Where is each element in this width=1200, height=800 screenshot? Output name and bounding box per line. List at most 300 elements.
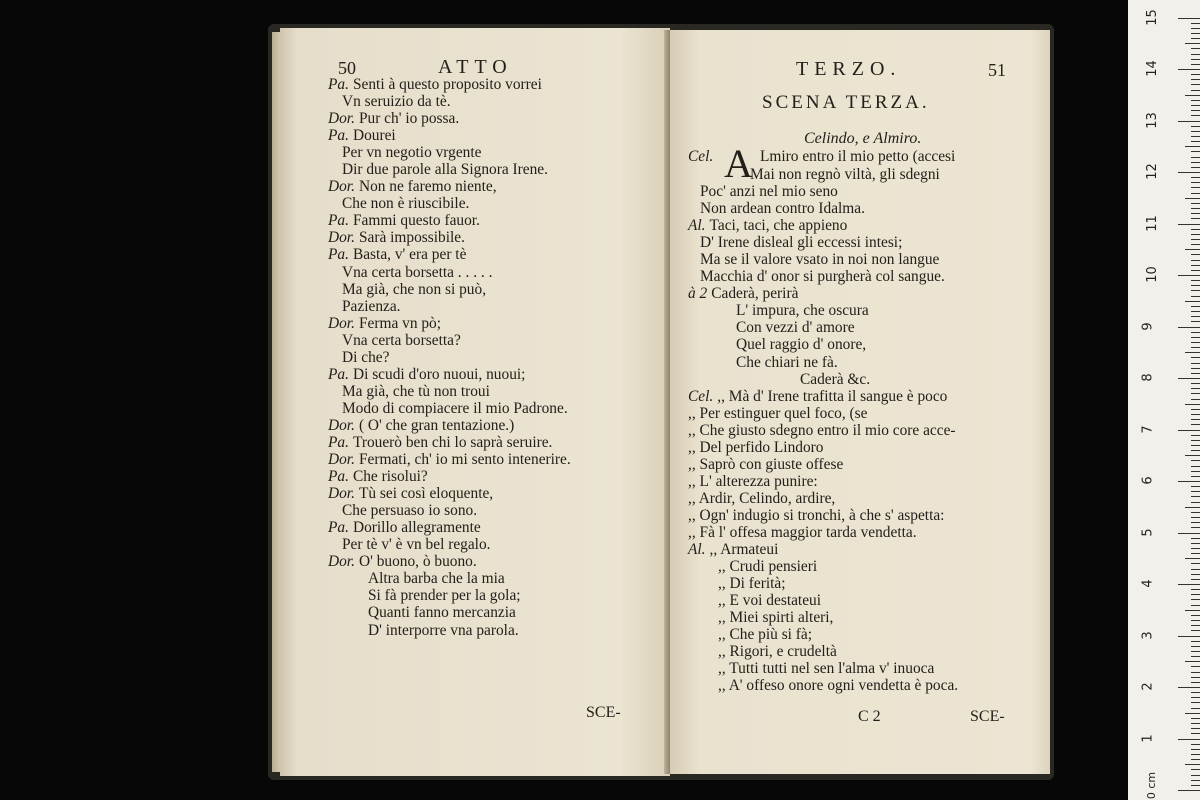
text-line: [688, 183, 958, 200]
ruler-number: 12: [1144, 163, 1160, 180]
ruler-tick: [1191, 502, 1200, 503]
ruler-tick: [1191, 177, 1200, 178]
ruler-tick: [1178, 69, 1200, 70]
ruler-number: 9: [1140, 321, 1156, 331]
verse-text: Che non è riuscibile.: [342, 195, 470, 213]
ruler-tick: [1191, 754, 1200, 755]
verse-text: ,, Del perfido Lindoro: [688, 438, 824, 456]
text-line: [688, 200, 958, 217]
ruler-number: 6: [1140, 476, 1156, 485]
ruler-tick: [1185, 301, 1200, 302]
ruler-tick: [1191, 316, 1200, 317]
text-line: [328, 536, 571, 553]
ruler-number: 14: [1144, 60, 1160, 77]
ruler-tick: [1191, 517, 1200, 518]
right-catchword: SCE-: [970, 708, 1005, 725]
verse-text: ,, Per estinguer quel foco, (se: [688, 404, 868, 422]
ruler-tick: [1191, 486, 1200, 487]
text-line: [688, 422, 958, 439]
speaker-label: Pa.: [328, 246, 349, 264]
verse-text: Non ardean contro Idalma.: [700, 200, 865, 218]
speaker-label: Dor.: [328, 553, 355, 571]
text-line: [328, 161, 571, 178]
text-line: [328, 178, 571, 195]
ruler-tick: [1191, 136, 1200, 137]
text-line: [688, 456, 958, 473]
ruler-tick: [1191, 450, 1200, 451]
text-line: [328, 298, 571, 315]
ruler-tick: [1191, 342, 1200, 343]
ruler-tick: [1191, 363, 1200, 364]
ruler-tick: [1191, 466, 1200, 467]
ruler-tick: [1191, 780, 1200, 781]
ruler-number: 8: [1140, 373, 1156, 382]
speaker-label: Dor.: [328, 451, 355, 469]
text-line: [688, 439, 958, 456]
ruler-tick: [1191, 656, 1200, 657]
ruler-tick: [1191, 574, 1200, 575]
verse-text: Fammi questo fauor.: [352, 212, 480, 230]
text-line: [688, 507, 958, 524]
ruler-tick: [1191, 244, 1200, 245]
verse-text: Che risolui?: [352, 468, 428, 486]
ruler-tick: [1191, 229, 1200, 230]
speaker-label: Dor.: [328, 178, 355, 196]
ruler-tick: [1191, 296, 1200, 297]
text-line: [688, 677, 958, 694]
ruler-tick: [1191, 435, 1200, 436]
text-line: [688, 371, 958, 388]
first-speaker: Cel.: [688, 148, 714, 165]
text-line: [688, 473, 958, 490]
text-line: [688, 217, 958, 234]
text-line: [328, 519, 571, 536]
speaker-label: Dor.: [328, 485, 355, 503]
verse-text: Vna certa borsetta?: [342, 331, 461, 349]
ruler-tick: [1191, 110, 1200, 111]
text-line: [688, 302, 958, 319]
ruler-tick: [1191, 23, 1200, 24]
verse-text: Vna certa borsetta . . . . .: [342, 263, 493, 281]
verse-text: Ma già, che non si può,: [342, 280, 487, 298]
ruler-tick: [1191, 615, 1200, 616]
ruler-tick: [1191, 620, 1200, 621]
ruler-tick: [1191, 260, 1200, 261]
verse-text: ,, Mà d' Irene trafitta il sangue è poco: [717, 387, 948, 405]
ruler-tick: [1185, 352, 1200, 353]
ruler-tick: [1191, 445, 1200, 446]
text-line: [688, 166, 958, 183]
ruler-tick: [1178, 739, 1200, 740]
ruler-tick: [1191, 744, 1200, 745]
ruler-tick: [1178, 481, 1200, 482]
ruler-tick: [1191, 759, 1200, 760]
text-line: [328, 604, 571, 621]
ruler-tick: [1191, 270, 1200, 271]
scene-title: SCENA TERZA.: [762, 92, 930, 113]
ruler-tick: [1191, 630, 1200, 631]
ruler-tick: [1191, 476, 1200, 477]
text-line: [328, 144, 571, 161]
text-line: [328, 93, 571, 110]
left-page: [280, 28, 670, 776]
ruler-number: 15: [1144, 8, 1160, 26]
ruler-tick: [1185, 713, 1200, 714]
ruler-tick: [1191, 723, 1200, 724]
ruler-tick: [1191, 641, 1200, 642]
ruler-tick: [1191, 496, 1200, 497]
ruler-tick: [1191, 33, 1200, 34]
ruler-tick: [1185, 146, 1200, 147]
speaker-label: Pa.: [328, 76, 349, 93]
verse-text: ,, E voi destateui: [718, 592, 822, 610]
verse-text: ,, Ogn' indugio si tronchi, à che s' aspetta:: [688, 506, 945, 524]
ruler-tick: [1191, 769, 1200, 770]
ruler-tick: [1191, 733, 1200, 734]
right-running-head: TERZO.: [796, 58, 902, 80]
verse-text: Macchia d' onor si purgherà col sangue.: [700, 268, 945, 286]
ruler-tick: [1191, 79, 1200, 80]
speaker-label: à 2: [688, 285, 708, 303]
ruler-tick: [1191, 579, 1200, 580]
text-line: [328, 212, 571, 229]
text-line: [688, 319, 958, 336]
verse-text: ( O' che gran tentazione.): [358, 416, 515, 434]
left-catchword: SCE-: [586, 704, 621, 721]
ruler-tick: [1191, 393, 1200, 394]
ruler-tick: [1178, 224, 1200, 225]
text-line: [328, 332, 571, 349]
text-line: [328, 553, 571, 570]
ruler-tick: [1191, 74, 1200, 75]
verse-text: ,, Fà l' offesa maggior tarda vendetta.: [688, 523, 917, 541]
ruler-tick: [1185, 95, 1200, 96]
ruler-tick: [1191, 383, 1200, 384]
ruler-tick: [1191, 54, 1200, 55]
ruler-number: 4: [1140, 579, 1156, 588]
verse-text: ,, Miei spirti alteri,: [718, 609, 834, 627]
ruler-tick: [1191, 646, 1200, 647]
text-line: [688, 251, 958, 268]
left-page-number: 50: [338, 58, 356, 78]
ruler-tick: [1191, 285, 1200, 286]
ruler-tick: [1191, 440, 1200, 441]
ruler-tick: [1191, 321, 1200, 322]
ruler-tick: [1191, 538, 1200, 539]
ruler-tick: [1191, 775, 1200, 776]
ruler-number: 10: [1144, 266, 1160, 283]
verse-text: Ferma vn pò;: [358, 314, 442, 332]
ruler-tick: [1191, 105, 1200, 106]
ruler-tick: [1191, 218, 1200, 219]
right-page: [670, 30, 1050, 774]
text-line: [688, 643, 958, 660]
ruler-tick: [1191, 265, 1200, 266]
verse-text: ,, A' offeso onore ogni vendetta è poca.: [718, 677, 959, 695]
verse-text: Sarà impossibile.: [358, 229, 465, 247]
ruler-tick: [1191, 234, 1200, 235]
ruler-tick: [1191, 337, 1200, 338]
ruler-tick: [1191, 697, 1200, 698]
text-line: [688, 524, 958, 541]
verse-text: Quel raggio d' onore,: [736, 336, 867, 354]
text-line: [328, 349, 571, 366]
ruler-tick: [1191, 569, 1200, 570]
ruler-tick: [1191, 419, 1200, 420]
ruler-tick: [1191, 162, 1200, 163]
ruler-tick: [1178, 378, 1200, 379]
text-line: [328, 417, 571, 434]
text-line: [688, 609, 958, 626]
ruler-tick: [1185, 764, 1200, 765]
speaker-label: Cel.: [688, 387, 714, 405]
ruler-tick: [1191, 254, 1200, 255]
ruler-number: 1: [1140, 733, 1156, 743]
ruler-tick: [1178, 172, 1200, 173]
left-running-head: ATTO: [438, 56, 513, 78]
speaker-label: Pa.: [328, 519, 349, 537]
verse-text: Per vn negotio vrgente: [342, 144, 482, 162]
ruler-tick: [1178, 584, 1200, 585]
ruler-tick: [1185, 610, 1200, 611]
ruler-number: 3: [1140, 630, 1156, 640]
verse-text: Pazienza.: [342, 297, 401, 315]
verse-text: L' impura, che oscura: [736, 302, 869, 320]
measurement-ruler: [1128, 0, 1200, 800]
verse-text: Trouerò ben chi lo saprà seruire.: [352, 433, 553, 451]
right-page-number: 51: [988, 60, 1006, 80]
verse-text: Che chiari ne fà.: [736, 353, 838, 371]
verse-text: Basta, v' era per tè: [352, 246, 467, 264]
ruler-tick: [1191, 563, 1200, 564]
text-line: [688, 234, 958, 251]
verse-text: D' interporre vna parola.: [368, 621, 519, 639]
ruler-tick: [1178, 275, 1200, 276]
ruler-tick: [1191, 471, 1200, 472]
text-line: [328, 485, 571, 502]
speaker-label: Pa.: [328, 365, 349, 383]
text-line: [328, 229, 571, 246]
verse-text: Poc' anzi nel mio seno: [700, 183, 838, 201]
speaker-label: Pa.: [328, 127, 349, 145]
verse-text: Dorillo allegramente: [352, 519, 481, 537]
ruler-tick: [1191, 522, 1200, 523]
ruler-tick: [1178, 121, 1200, 122]
ruler-tick: [1191, 167, 1200, 168]
verse-text: ,, Di ferità;: [718, 575, 786, 593]
ruler-unit-label: 0 cm: [1145, 771, 1159, 800]
ruler-tick: [1191, 59, 1200, 60]
left-text-lines: [328, 76, 571, 639]
ruler-tick: [1191, 605, 1200, 606]
ruler-tick: [1191, 460, 1200, 461]
speaker-label: Dor.: [328, 416, 355, 434]
ruler-tick: [1191, 728, 1200, 729]
text-line: [328, 502, 571, 519]
ruler-tick: [1185, 661, 1200, 662]
ruler-tick: [1191, 193, 1200, 194]
first-verse-line: Lmiro entro il mio petto (accesi: [760, 148, 956, 165]
ruler-tick: [1191, 677, 1200, 678]
ruler-tick: [1191, 126, 1200, 127]
ruler-tick: [1191, 409, 1200, 410]
ruler-tick: [1191, 672, 1200, 673]
ruler-tick: [1191, 666, 1200, 667]
ruler-tick: [1191, 424, 1200, 425]
verse-text: Taci, taci, che appieno: [709, 217, 848, 235]
text-line: [328, 264, 571, 281]
ruler-tick: [1191, 373, 1200, 374]
text-line: [328, 76, 571, 93]
ruler-tick: [1191, 414, 1200, 415]
ruler-tick: [1191, 306, 1200, 307]
text-line: [328, 570, 571, 587]
right-text-lines: [688, 166, 958, 694]
text-line: [328, 434, 571, 451]
ruler-tick: [1191, 90, 1200, 91]
ruler-tick: [1191, 213, 1200, 214]
ruler-tick: [1185, 43, 1200, 44]
ruler-tick: [1178, 636, 1200, 637]
speaker-label: Pa.: [328, 468, 349, 486]
ruler-tick: [1191, 512, 1200, 513]
ruler-tick: [1191, 203, 1200, 204]
ruler-tick: [1178, 18, 1200, 19]
verse-text: Ma già, che tù non troui: [342, 382, 490, 400]
text-line: [328, 281, 571, 298]
ruler-tick: [1191, 332, 1200, 333]
verse-text: Altra barba che la mia: [368, 570, 505, 588]
ruler-tick: [1191, 368, 1200, 369]
verse-text: Quanti fanno mercanzia: [368, 604, 516, 622]
verse-text: Si fà prender per la gola;: [368, 587, 521, 605]
text-line: [328, 195, 571, 212]
ruler-tick: [1178, 430, 1200, 431]
ruler-tick: [1191, 527, 1200, 528]
verse-text: Che persuaso io sono.: [342, 502, 478, 520]
ruler-tick: [1191, 28, 1200, 29]
text-line: [688, 558, 958, 575]
verse-text: ,, Ardir, Celindo, ardire,: [688, 489, 836, 507]
ruler-tick: [1191, 749, 1200, 750]
verse-text: Dir due parole alla Signora Irene.: [342, 161, 548, 179]
ruler-tick: [1191, 347, 1200, 348]
ruler-tick: [1178, 790, 1200, 791]
ruler-tick: [1191, 399, 1200, 400]
text-line: [688, 388, 958, 405]
text-line: [328, 127, 571, 144]
text-line: [328, 383, 571, 400]
text-line: [688, 592, 958, 609]
ruler-number: 13: [1144, 111, 1160, 129]
verse-text: Ma se il valore vsato in noi non langue: [700, 251, 940, 269]
ruler-tick: [1191, 280, 1200, 281]
ruler-tick: [1191, 208, 1200, 209]
text-line: [688, 405, 958, 422]
verse-text: Di scudi d'oro nuoui, nuoui;: [352, 365, 526, 383]
text-line: [688, 490, 958, 507]
ruler-tick: [1191, 625, 1200, 626]
speaker-label: Dor.: [328, 110, 355, 128]
text-line: [688, 626, 958, 643]
ruler-tick: [1191, 290, 1200, 291]
verse-text: Dourei: [352, 127, 396, 145]
ruler-tick: [1185, 404, 1200, 405]
ruler-tick: [1191, 64, 1200, 65]
ruler-tick: [1178, 327, 1200, 328]
ruler-tick: [1191, 141, 1200, 142]
ruler-tick: [1191, 543, 1200, 544]
ruler-tick: [1191, 651, 1200, 652]
ruler-tick: [1185, 507, 1200, 508]
ruler-tick: [1191, 702, 1200, 703]
ruler-tick: [1191, 594, 1200, 595]
verse-text: Vn seruizio da tè.: [342, 93, 451, 111]
ruler-tick: [1191, 589, 1200, 590]
ruler-number: 11: [1144, 214, 1160, 232]
ruler-tick: [1191, 553, 1200, 554]
ruler-tick: [1178, 533, 1200, 534]
text-line: [328, 451, 571, 468]
ruler-tick: [1191, 100, 1200, 101]
ruler-tick: [1191, 311, 1200, 312]
speaker-label: Al.: [688, 541, 706, 559]
ruler-number: 5: [1140, 527, 1156, 537]
verse-text: Caderà, perirà: [711, 285, 799, 303]
text-line: [328, 468, 571, 485]
verse-text: Fermati, ch' io mi sento intenerire.: [358, 451, 571, 469]
speaker-label: Al.: [688, 217, 706, 235]
text-line: [688, 575, 958, 592]
ruler-number: 2: [1140, 682, 1156, 691]
speaker-label: Pa.: [328, 212, 349, 230]
ruler-tick: [1191, 131, 1200, 132]
verse-text: Modo di compiacere il mio Padrone.: [342, 399, 568, 417]
ruler-tick: [1191, 182, 1200, 183]
text-line: [328, 246, 571, 263]
verse-text: D' Irene disleal gli eccessi intesi;: [700, 234, 903, 252]
ruler-tick: [1191, 239, 1200, 240]
text-line: [328, 587, 571, 604]
ruler-tick: [1185, 455, 1200, 456]
ruler-tick: [1191, 357, 1200, 358]
verse-text: ,, L' alterezza punire:: [688, 472, 818, 490]
verse-text: ,, Armateui: [709, 541, 779, 559]
verse-text: ,, Saprò con giuste offese: [688, 455, 844, 473]
ruler-tick: [1191, 151, 1200, 152]
verse-text: Pur ch' io possa.: [358, 110, 460, 128]
verse-text: ,, Tutti tutti nel sen l'alma v' inuoca: [718, 660, 935, 678]
ruler-tick: [1191, 785, 1200, 786]
verse-text: Tù sei così eloquente,: [358, 485, 494, 503]
ruler-tick: [1191, 708, 1200, 709]
ruler-tick: [1185, 558, 1200, 559]
verse-text: O' buono, ò buono.: [358, 553, 477, 571]
text-line: [688, 660, 958, 677]
ruler-tick: [1191, 187, 1200, 188]
ruler-tick: [1185, 198, 1200, 199]
text-line: [688, 541, 958, 558]
ruler-tick: [1191, 388, 1200, 389]
text-line: [328, 315, 571, 332]
ruler-tick: [1191, 548, 1200, 549]
verse-text: ,, Che più si fà;: [718, 626, 813, 644]
ruler-tick: [1191, 599, 1200, 600]
speaker-label: Pa.: [328, 433, 349, 451]
ruler-tick: [1191, 682, 1200, 683]
ruler-tick: [1191, 115, 1200, 116]
ruler-tick: [1191, 692, 1200, 693]
